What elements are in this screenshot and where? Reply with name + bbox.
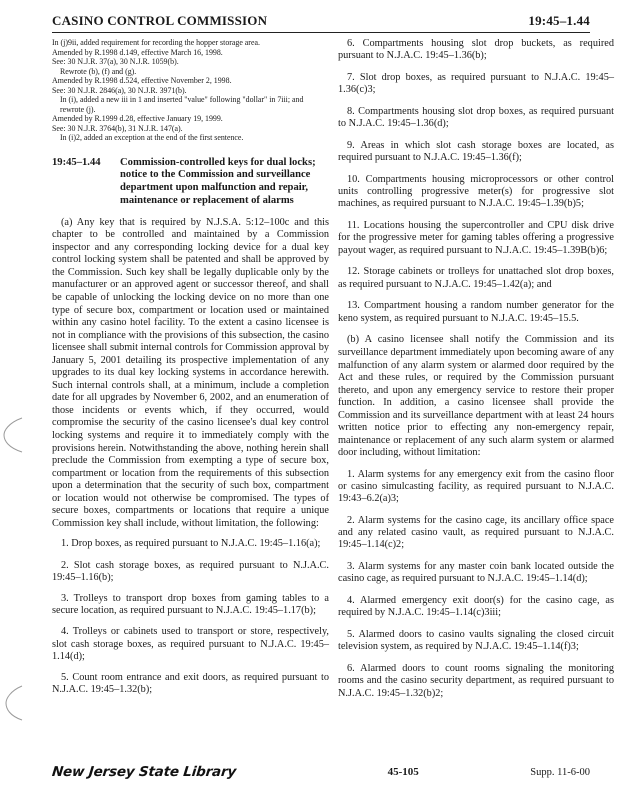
binder-hole-mark xyxy=(0,415,28,455)
history-note: Amended by R.1998 d.149, effective March 16, 1998. xyxy=(52,47,223,57)
list-item: 12. Storage cabinets or trolleys for unattached slot drop boxes, as required pursuant to N.J.A.C. 19:45–1.42(a); and xyxy=(338,266,614,290)
list-item: 6. Compartments housing slot drop buckets, as required pursuant to N.J.A.C. 19:45–1.36(b); xyxy=(338,38,614,62)
subsection-b-text: (b) A casino licensee shall notify the Commission and its surveillance department immediately upon becoming aware of any malfunction of any alarm system or alarmed door required by the Act and these rules, or required by the Commission pursuant thereto, and upon any emergency service to restore their proper function. In addition, a casino licensee shall provide the Commission and its surveillance department with at least 24 hours written notice prior to effecting any non-emergency repair, maintenance or replacement of any such alarm system or alarmed door including, without limitation: xyxy=(338,334,614,459)
history-note: Rewrote (b), (f) and (g). xyxy=(60,66,137,76)
left-column xyxy=(52,38,329,705)
history-note: Amended by R.1998 d.524, effective November 2, 1998. xyxy=(52,76,232,85)
page-number: 45-105 xyxy=(387,766,419,778)
history-note: In (i), added a new iii in 1 and inserted "value" following "dollar" in 7iii; and rewrote (j). xyxy=(60,95,304,114)
list-item: 8. Compartments housing slot drop boxes, as required pursuant to N.J.A.C. 19:45–1.36(d); xyxy=(338,106,614,130)
history-note: Amended by R.1999 d.28, effective January 19, 1999. xyxy=(52,114,223,123)
section-heading xyxy=(52,157,329,208)
history-note: See: 30 N.J.R. 2846(a), 30 N.J.R. 3971(b). xyxy=(52,85,187,95)
list-item: 1. Alarm systems for any emergency exit from the casino floor or casino simulcasting facility, as required pursuant to N.J.A.C. 19:43–6.2(a)3; xyxy=(338,468,614,505)
running-header xyxy=(52,9,590,33)
list-item: 10. Compartments housing microprocessors or other control units controlling progressive meter(s) for progressive slot machines, as required pursuant to N.J.A.C. 19:45–1.39(b)5; xyxy=(338,174,614,210)
page-footer xyxy=(52,763,590,781)
list-item: 1. Drop boxes, as required pursuant to N.J.A.C. 19:45–1.16(a); xyxy=(61,538,321,550)
library-stamp: New Jersey State Library xyxy=(51,764,237,780)
list-item: 11. Locations housing the supercontroller and CPU disk drive for the progressive meter for gaming tables offering a progressive payout wager, as required pursuant to N.J.A.C. 19:45–1.39B(b)6; xyxy=(338,220,614,256)
history-note: In (j)9ii, added requirement for recording the hopper storage area. xyxy=(52,38,260,47)
section-title: Commission-controlled keys for dual locks; notice to the Commission and surveillance department upon malfunction and repair, maintenance or replacement of alarms xyxy=(120,156,316,206)
list-item: 4. Trolleys or cabinets used to transport or store, respectively, slot cash storage boxes, as required pursuant to N.J.A.C. 19:45–1.14(d); xyxy=(52,626,329,662)
history-notes xyxy=(52,38,329,143)
list-item: 5. Count room entrance and exit doors, as required pursuant to N.J.A.C. 19:45–1.32(b); xyxy=(52,671,329,696)
history-note: See: 30 N.J.R. 37(a), 30 N.J.R. 1059(b). xyxy=(52,57,179,66)
list-item: 6. Alarmed doors to count rooms signaling the monitoring rooms and the casino security department, as required pursuant to N.J.A.C. 19:45–1.32(b)2; xyxy=(338,663,614,699)
header-section-number: 19:45–1.44 xyxy=(528,13,590,28)
list-item: 5. Alarmed doors to casino vaults signaling the closed circuit television system, as required by N.J.A.C. 19:45–1.14(f)3; xyxy=(338,629,614,653)
list-item: 2. Slot cash storage boxes, as required pursuant to N.J.A.C. 19:45–1.16(b); xyxy=(52,559,329,583)
list-item: 2. Alarm systems for the casino cage, its ancillary office space and any related casino vault, as required pursuant to N.J.A.C. 19:45–1.14(c)2; xyxy=(338,515,614,551)
supplement-date: Supp. 11-6-00 xyxy=(530,766,590,778)
list-item: 3. Alarm systems for any master coin bank located outside the casino cage, as required pursuant to N.J.A.C. 19:45–1.14(d); xyxy=(338,561,614,585)
binder-hole-mark xyxy=(0,683,28,723)
list-item: 4. Alarmed emergency exit door(s) for the casino cage, as required by N.J.A.C. 19:45–1.14(c)3iii; xyxy=(338,595,614,619)
list-item: 9. Areas in which slot cash storage boxes are located, as required pursuant to N.J.A.C. 19:45–1.36(f); xyxy=(338,140,614,164)
list-item: 13. Compartment housing a random number generator for the keno system, as required pursuant to N.J.A.C. 19:45–15.5. xyxy=(338,300,614,324)
subsection-a-text: (a) Any key that is required by N.J.S.A. 5:12–100c and this chapter to be controlled and maintained by a Commission inspector and any corresponding locking device for a dual key control locking system shall be patented and shall be approved by the Commission. Such key shall be legally duplicable only by the manufacturer or an approved agent or successor thereof, and shall be capable of unlocking the locking device on no more than one type of secure box, compartment or location used or maintained within any casino hotel facility. To the extent a casino licensee is not in compliance with the provisions of this subsection, the casino licensee shall submit internal controls for Commission approval by January 5, 2001 detailing its prospective implementation of any upgrades to its dual key locking systems in accordance herewith. Such internal controls shall, at a minimum, include a completion date for all upgrades by November 6, 2002, and an enumeration of those incidents or events which, if they occurred, would compromise the security of the casino licensee's dual key control locking systems and require it to immediately comply with the provisions herein. Notwithstanding the above, nothing herein shall preclude the Commission from exempting a type of secure box, compartment or location from the requirements of this subsection upon a determination that the security of such box, compartment or location would not otherwise be compromised. The types of secure boxes, compartments or locations that require a unique Commission key shall include, without limitation, the following: xyxy=(52,216,329,529)
history-note: See: 30 N.J.R. 3764(b), 31 N.J.R. 147(a). xyxy=(52,123,183,133)
right-column xyxy=(338,38,614,709)
history-note: In (i)2, added an exception at the end of the first sentence. xyxy=(60,133,244,142)
list-item: 3. Trolleys to transport drop boxes from gaming tables to a secure location, as required pursuant to N.J.A.C. 19:45–1.17(b); xyxy=(52,592,329,617)
list-item: 7. Slot drop boxes, as required pursuant to N.J.A.C. 19:45–1.36(c)3; xyxy=(338,72,614,96)
section-number: 19:45–1.44 xyxy=(52,156,101,168)
header-agency: CASINO CONTROL COMMISSION xyxy=(52,13,268,28)
